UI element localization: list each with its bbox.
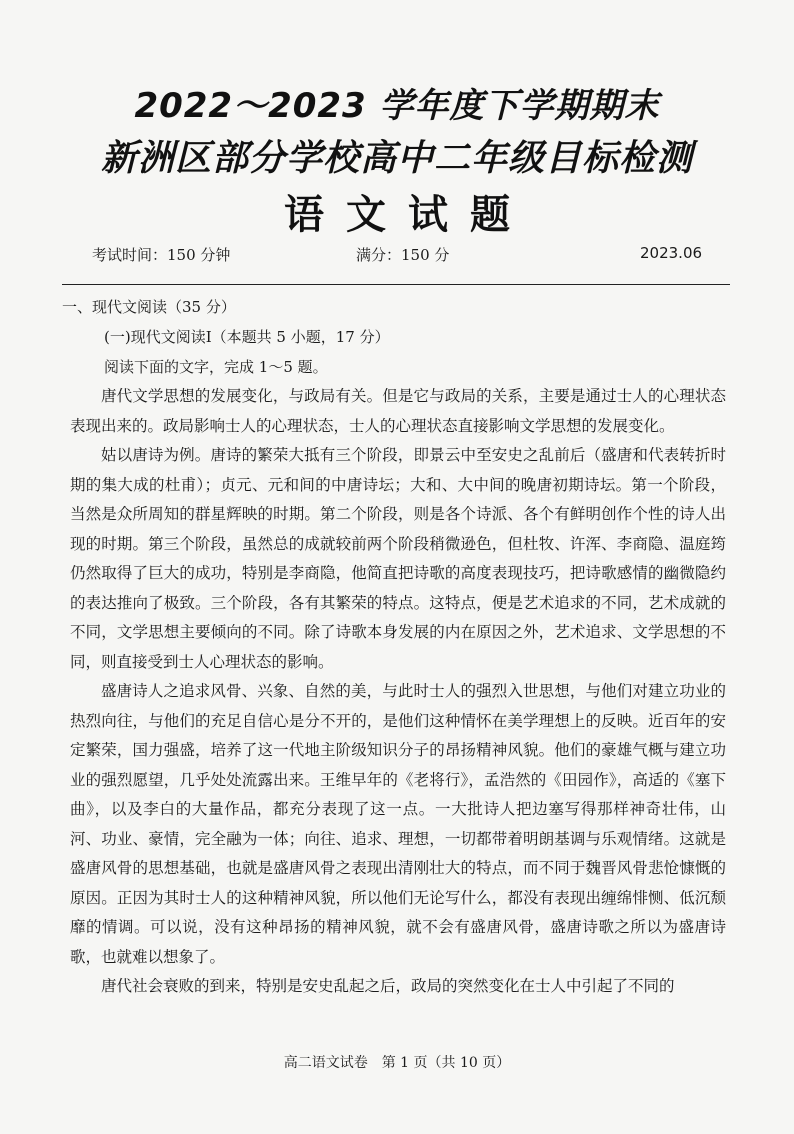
reading-instruction: 阅读下面的文字，完成 1～5 题。 (104, 358, 328, 376)
exam-title-line2: 新洲区部分学校高中二年级目标检测 (100, 138, 693, 179)
section-heading: 一、现代文阅读（35 分） (62, 298, 236, 316)
passage-paragraph: 盛唐诗人之追求风骨、兴象、自然的美，与此时士人的强烈入世思想，与他们对建立功业的热烈向往，与他们的充足自信心是分不开的，是他们这种情怀在美学理想上的反映。近百年的安定繁荣，国力强盛，培养了这一代地主阶级知识分子的昂扬精神风貌。他们的豪雄气概与建立功业的强烈愿望，几乎处处流露出来。王维早年的《老将行》，孟浩然的《田园作》，高适的《塞下曲》，以及李白的大量作品，都充分表现了这一点。一大批诗人把边塞写得那样神奇壮伟，山河、功业、豪情，完全融为一体；向往、追求、理想，一切都带着明朗基调与乐观情绪。这就是盛唐风骨的思想基础，也就是盛唐风骨之表现出清刚壮大的特点，而不同于魏晋风骨悲怆慷慨的原因。正因为其时士人的这种精神风貌，所以他们无论写什么，都没有表现出缠绵悱恻、低沉颓靡的情调。可以说，没有这种昂扬的精神风貌，就不会有盛唐风骨，盛唐诗歌之所以为盛唐诗歌，也就难以想象了。 (70, 682, 726, 966)
exam-title-line1: 2022～2023 学年度下学期期末 (134, 86, 660, 126)
exam-time: 考试时间：150 分钟 (92, 246, 231, 264)
sub-section-heading: (一)现代文阅读Ⅰ（本题共 5 小题，17 分） (104, 328, 390, 346)
passage-paragraph: 姑以唐诗为例。唐诗的繁荣大抵有三个阶段，即景云中至安史之乱前后（盛唐和代表转折时期的集大成的杜甫）；贞元、元和间的中唐诗坛；大和、大中间的晚唐初期诗坛。第一个阶段，当然是众所周知的群星辉映的时期。第二个阶段，则是各个诗派、各个有鲜明创作个性的诗人出现的时期。第三个阶段，虽然总的成就较前两个阶段稍微逊色，但杜牧、许浑、李商隐、温庭筠仍然取得了巨大的成功，特别是李商隐，他简直把诗歌的高度表现技巧，把诗歌感情的幽微隐约的表达推向了极致。三个阶段，各有其繁荣的特点。这特点，便是艺术追求的不同，艺术成就的不同，文学思想主要倾向的不同。除了诗歌本身发展的内在原因之外，艺术追求、文学思想的不同，则直接受到士人心理状态的影响。 (70, 446, 726, 671)
passage-paragraph: 唐代文学思想的发展变化，与政局有关。但是它与政局的关系，主要是通过士人的心理状态表现出来的。政局影响士人的心理状态，士人的心理状态直接影响文学思想的发展变化。 (70, 387, 726, 435)
page-footer: 高二语文试卷 第 1 页（共 10 页） (283, 1055, 511, 1071)
exam-date: 2023.06 (640, 244, 703, 262)
exam-subject-title: 语文试题 (284, 192, 532, 238)
passage (70, 382, 726, 1002)
passage-paragraph: 唐代社会衰败的到来，特别是安史乱起之后，政局的突然变化在士人中引起了不同的 (101, 977, 675, 995)
header-divider (62, 284, 730, 285)
full-score: 满分：150 分 (356, 246, 450, 264)
